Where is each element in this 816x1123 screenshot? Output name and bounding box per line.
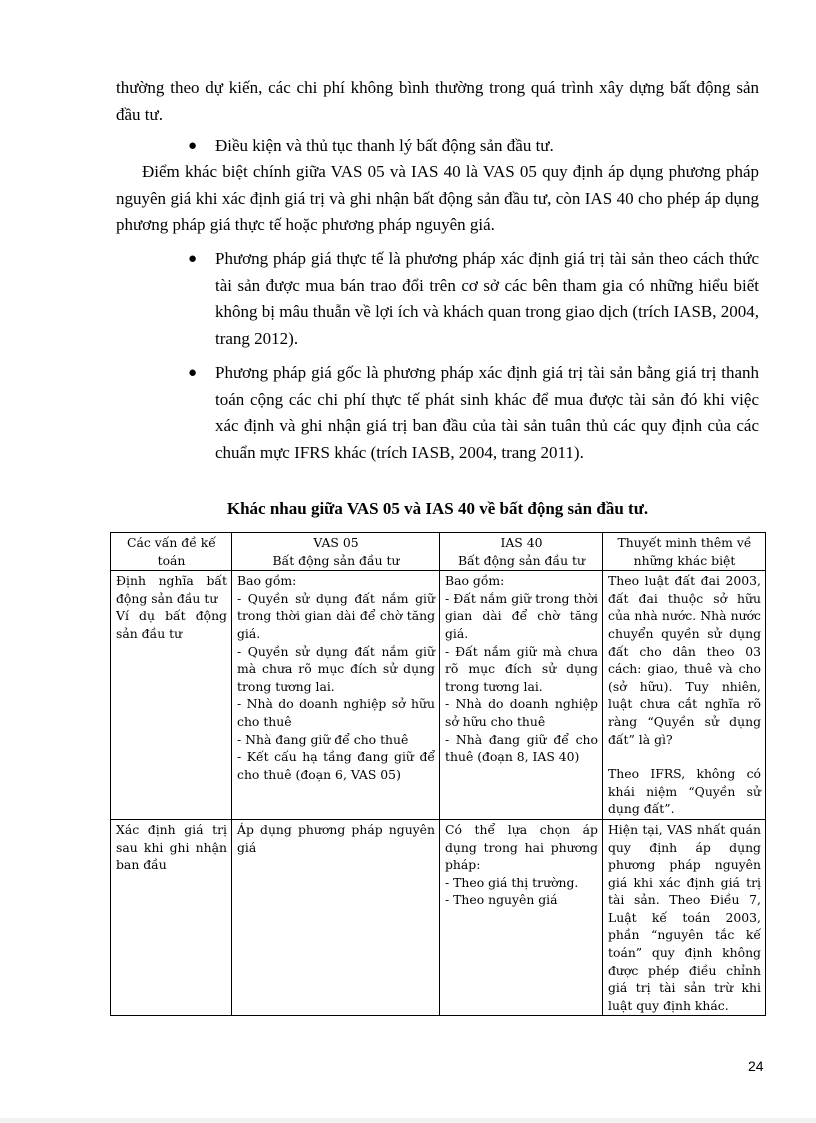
row2-issue: Xác định giá trị sau khi ghi nhận ban đầu — [111, 819, 232, 1016]
row2-ias40: Có thể lựa chọn áp dụng trong hai phương pháp: - Theo giá thị trường. - Theo nguyên giá — [440, 819, 603, 1016]
row2-vas05: Áp dụng phương pháp nguyên giá — [232, 819, 440, 1016]
page-bottom-edge — [0, 1118, 816, 1123]
header-notes: Thuyết minh thêm về những khác biệt — [603, 533, 766, 571]
bullet-liquidation: Điều kiện và thủ tục thanh lý bất động sản đầu tư. — [215, 136, 554, 155]
bullet-icon: ● — [188, 365, 198, 381]
paragraph-main-difference: Điểm khác biệt chính giữa VAS 05 và IAS 40 là VAS 05 quy định áp dụng phương pháp nguyên giá khi xác định giá trị và ghi nhận bất động sản đầu tư, còn IAS 40 cho phép áp dụng phương pháp giá thực tế hoặc phương pháp nguyên giá. — [116, 162, 759, 234]
table-row — [111, 571, 766, 820]
bullet-icon: ● — [188, 251, 198, 267]
row2-notes: Hiện tại, VAS nhất quán quy định áp dụng phương pháp nguyên giá khi xác định giá trị tài sản. Theo Điều 7, Luật kế toán 2003, phần “nguyên tắc kế toán” quy định không được phép điều chỉnh giá trị tài sản trừ khi luật quy định khác. — [603, 819, 766, 1016]
table-caption: Khác nhau giữa VAS 05 và IAS 40 về bất động sản đầu tư. — [226, 499, 649, 518]
row1-vas05: Bao gồm: - Quyền sử dụng đất nắm giữ trong thời gian dài để chờ tăng giá. - Quyền sử dụng đất nắm giữ mà chưa rõ mục đích sử dụng trong tương lai. - Nhà do doanh nghiệp sở hữu cho thuê - Nhà đang giữ để cho thuê - Kết cấu hạ tầng đang giữ để cho thuê (đoạn 6, VAS 05) — [232, 571, 440, 820]
comparison-table — [110, 532, 766, 1016]
table-header-row — [111, 533, 766, 571]
header-ias40: IAS 40 Bất động sản đầu tư — [440, 533, 603, 571]
header-accounting-issue: Các vấn đề kế toán — [111, 533, 232, 571]
bullet-cost-method: Phương pháp giá gốc là phương pháp xác định giá trị tài sản bằng giá trị thanh toán cộng các chi phí thực tế phát sinh khác để mua được tài sản đó khi việc xác định và ghi nhận giá trị ban đầu của tài sản tuân thủ các quy định của các chuẩn mực IFRS khác (trích IASB, 2004, trang 2011). — [215, 363, 759, 462]
row1-ias40: Bao gồm: - Đất nắm giữ trong thời gian dài để chờ tăng giá. - Đất nắm giữ mà chưa rõ mục đích sử dụng trong tương lai. - Nhà do doanh nghiệp sở hữu cho thuê - Nhà đang giữ để cho thuê (đoạn 8, IAS 40) — [440, 571, 603, 820]
bullet-fair-value-method: Phương pháp giá thực tế là phương pháp xác định giá trị tài sản theo cách thức tài sản được mua bán trao đổi trên cơ sở các bên tham gia có những hiểu biết không bị mâu thuẫn về lợi ích và khách quan trong giao dịch (trích IASB, 2004, trang 2012). — [215, 249, 759, 348]
bullet-icon: ● — [188, 138, 198, 154]
row1-notes: Theo luật đất đai 2003, đất đai thuộc sở hữu của nhà nước. Nhà nước chuyển quyền sử dụng đất cho dân theo 03 cách: giao, thuê và cho (sở hữu). Tuy nhiên, luật chưa cắt nghĩa rõ ràng “Quyền sử dụng đất” là gì? Theo IFRS, không có khái niệm “Quyền sử dụng đất”. — [603, 571, 766, 820]
table-row — [111, 819, 766, 1016]
row1-issue: Định nghĩa bất động sản đầu tư Ví dụ bất động sản đầu tư — [111, 571, 232, 820]
page-number: 24 — [748, 1058, 764, 1074]
header-vas05: VAS 05 Bất động sản đầu tư — [232, 533, 440, 571]
paragraph-continuation: thường theo dự kiến, các chi phí không bình thường trong quá trình xây dựng bất động sản đầu tư. — [116, 78, 759, 124]
